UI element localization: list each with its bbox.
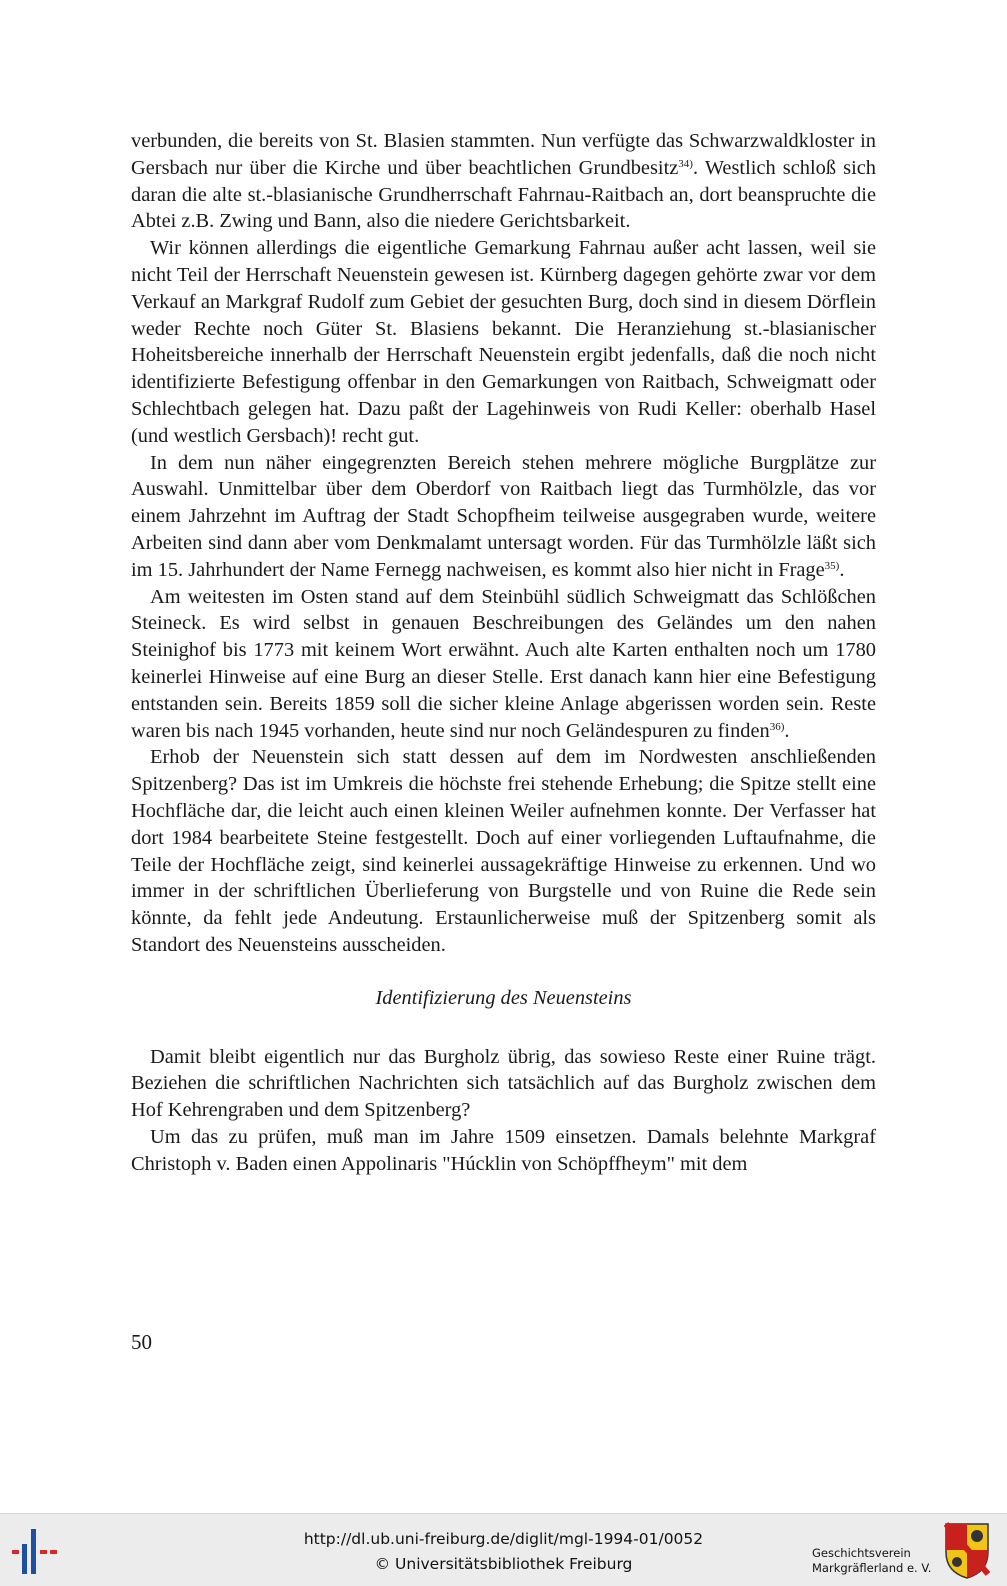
paragraph-text: In dem nun näher eingegrenzten Bereich stehen mehrere mögliche Burgplätze zur Auswahl. Unmittelbar über dem Oberdorf von Raitbach liegt das Turmhölzle, das vor einem Jahrzehnt im Auftrag der Stadt Schopfheim teilweise ausgegraben wurde, weitere Arbeiten sind dann aber vom Denkmalamt untersagt worden. Für das Turmhölzle läßt sich im 15. Jahrhundert der Name Fernegg nachweisen, es kommt also hier nicht in Frage [131,451,876,581]
body-paragraph [131,450,876,584]
paragraph-text: Erhob der Neuenstein sich statt dessen auf dem im Nordwesten anschließenden Spitzenberg? Das ist im Umkreis die höchste frei stehende Erhebung; die Spitze stellt eine Hochfläche dar, die leicht auch einen kleinen Weiler aufnehmen konnte. Der Verfasser hat dort 1984 bearbeitete Steine festgestellt. Doch auf einer vorliegenden Luftaufnahme, die Teile der Hochfläche zeigt, sind keinerlei aussagekräftige Hinweise zu erkennen. Und wo immer in der schriftlichen Überlieferung von Burgstelle und von Ruine die Rede sein könnte, da fehlt jede Andeutung. Erstaunlicherweise muß der Spitzenberg somit als Standort des Neuensteins ausscheiden. [131,746,876,956]
copyright-notice: © Universitätsbibliothek Freiburg [374,1555,633,1573]
viewer-footer [0,1513,1007,1586]
paragraph-text: . Westlich schloß sich daran die alte st.-blasianische Grundherrschaft Fahrnau-Raitbach an, dort beanspruchte die Abtei z.B. Zwing und Bann, also die niedere Gerichtsbarkeit. [131,156,876,233]
body-paragraph [131,1044,876,1124]
footnote-reference: 35) [824,559,840,572]
page-body [131,128,876,1177]
body-paragraph [131,584,876,745]
paragraph-text: Um das zu prüfen, muß man im Jahre 1509 einsetzen. Damals belehnte Markgraf Christoph v. Baden einen Appolinaris "Húcklin von Schöpffheym" mit dem [131,1125,876,1175]
paragraph-text: . [784,719,790,742]
body-paragraph [131,1124,876,1178]
society-name-line2: Markgräflerland e. V. [812,1561,932,1575]
body-paragraph [131,235,876,449]
body-paragraph [131,744,876,958]
document-url-link[interactable]: http://dl.ub.uni-freiburg.de/diglit/mgl-1994-01/0052 [303,1530,704,1548]
section-heading: Identifizierung des Neuensteins [375,986,632,1009]
paragraphs-before-heading [131,128,876,959]
paragraphs-after-heading [131,1044,876,1178]
footnote-reference: 34) [678,157,693,170]
paragraph-text: Wir können allerdings die eigentliche Gemarkung Fahrnau außer acht lassen, weil sie nicht Teil der Herrschaft Neuenstein gewesen ist. Kürnberg dagegen gehörte zwar vor dem Verkauf an Markgraf Rudolf zum Gebiet der gesuchten Burg, doch sind in diesem Dörflein weder Rechte noch Güter St. Blasiens bekannt. Die Heranziehung st.-blasianischer Hoheitsbereiche innerhalb der Herrschaft Neuenstein ergibt jedenfalls, daß die noch nicht identifizierte Befestigung offenbar in den Gemarkungen von Raitbach, Schweigmatt oder Schlechtbach gelegen hat. Dazu paßt der Lagehinweis von Rudi Keller: oberhalb Hasel (und westlich Gersbach)! recht gut. [131,237,876,447]
society-name [812,1546,931,1576]
footnote-reference: 36) [769,720,785,733]
coat-of-arms-icon [944,1522,990,1580]
paragraph-text: verbunden, die bereits von St. Blasien stammten. Nun verfügte das Schwarzwaldkloster in Gersbach nur über die Kirche und über beachtlichen Grundbesitz [131,130,876,179]
body-paragraph [131,128,876,235]
paragraph-text: Damit bleibt eigentlich nur das Burgholz übrig, das sowieso Reste einer Ruine trägt. Beziehen die schriftlichen Nachrichten sich tatsächlich auf das Burgholz zwischen dem Hof Kehrengraben und dem Spitzenberg? [131,1045,876,1122]
society-name-line1: Geschichtsverein [812,1546,911,1560]
paragraph-text: Am weitesten im Osten stand auf dem Steinbühl südlich Schweigmatt das Schlößchen Steineck. Es wird selbst in genauen Beschreibungen des Geländes um den nahen Steinighof bis 1773 mit keinem Wort erwähnt. Auch alte Karten enthalten noch um 1780 keinerlei Hinweise auf eine Burg an dieser Stelle. Erst danach kann hier eine Befestigung entstanden sein. Bereits 1859 soll die sicher kleine Anlage abgerissen worden sein. Reste waren bis nach 1945 vorhanden, heute sind nur noch Geländespuren zu finden [131,585,876,742]
paragraph-text: . [839,558,845,581]
page-number: 50 [131,1330,152,1354]
